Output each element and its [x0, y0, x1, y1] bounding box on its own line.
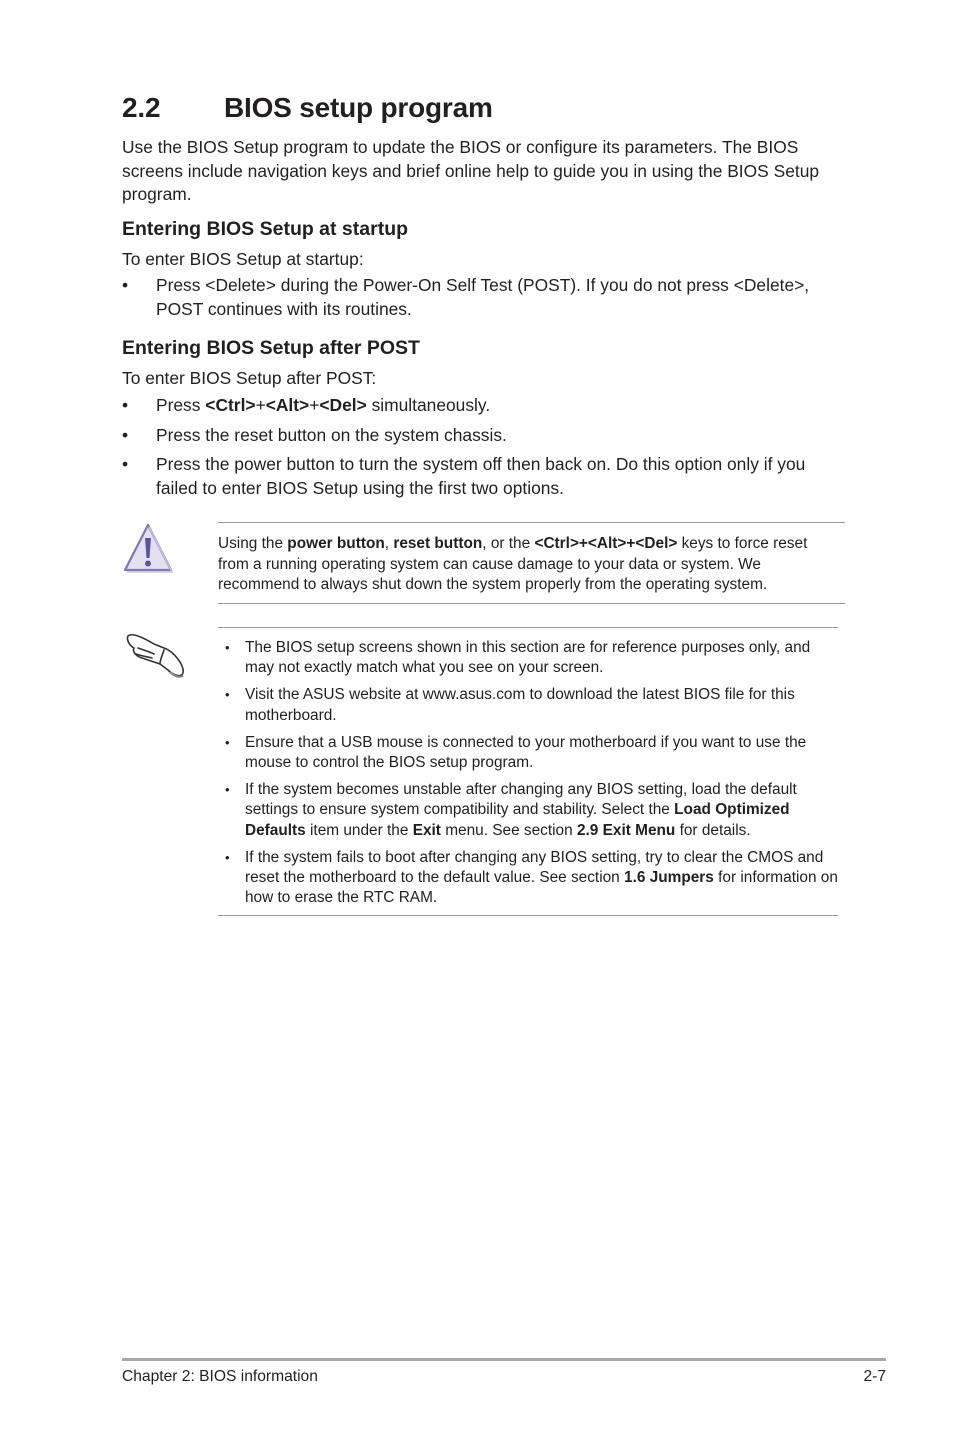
divider [218, 915, 838, 916]
text-run: 2.9 Exit Menu [576, 821, 676, 839]
list-item [218, 638, 838, 679]
list-item [122, 424, 812, 448]
post-lead: To enter BIOS Setup after POST: [122, 368, 377, 388]
text-run: menu. See section [440, 821, 577, 839]
text-run: , or the [482, 535, 535, 552]
list-item [218, 733, 838, 774]
bullet: • [225, 734, 230, 750]
post-heading: Entering BIOS Setup after POST [122, 337, 420, 359]
footer-rule [122, 1358, 886, 1361]
list-item [122, 274, 832, 321]
list-item [218, 685, 838, 726]
list-item [218, 780, 838, 841]
notes-list [218, 638, 838, 916]
startup-lead: To enter BIOS Setup at startup: [122, 249, 364, 269]
note-2: Visit the ASUS website at www.asus.com to download the latest BIOS file for this motherboard. [245, 686, 795, 724]
text-run: Exit [412, 821, 441, 839]
bullet: • [122, 454, 129, 474]
text-run: for information on how to erase the RTC RAM. [245, 869, 838, 907]
key-del: <Del> [319, 395, 367, 415]
text-run: for details. [675, 821, 751, 839]
divider [218, 627, 838, 628]
startup-heading: Entering BIOS Setup at startup [122, 218, 409, 240]
text-run: Press [156, 395, 206, 415]
note-1: The BIOS setup screens shown in this section are for reference purposes only, and may not exactly match what you see on your screen. [245, 639, 811, 677]
text-run: power button [287, 535, 385, 552]
text-run: + [309, 395, 320, 415]
text-run: item under the [305, 821, 413, 839]
bullet: • [225, 782, 230, 798]
section-heading [122, 90, 493, 126]
footer-chapter: Chapter 2: BIOS information [122, 1368, 318, 1385]
bullet: • [122, 395, 129, 415]
list-item [122, 394, 812, 418]
footer-page-number: 2-7 [863, 1368, 886, 1385]
text-run: simultaneously. [366, 395, 491, 415]
text-run: Load Optimized Defaults [245, 801, 790, 839]
post-bullet-3: Press the power button to turn the system off then back on. Do this option only if you failed to enter BIOS Setup using the first two options. [156, 454, 806, 498]
text-run: If the system fails to boot after changing any BIOS setting, try to clear the CMOS and reset the motherboard to the default value. See section [245, 848, 824, 887]
list-item [122, 453, 812, 500]
intro-paragraph: Use the BIOS Setup program to update the BIOS or configure its parameters. The BIOS screens include navigation keys and brief online help to guide you in using the BIOS Setup program. [122, 137, 820, 204]
bullet: • [225, 640, 230, 655]
startup-list [122, 274, 832, 327]
bullet: • [225, 849, 230, 865]
text-run: , [384, 535, 394, 552]
bullet: • [225, 687, 230, 703]
key-ctrl: <Ctrl> [205, 395, 256, 415]
post-list [122, 394, 812, 506]
text-run: If the system becomes unstable after changing any BIOS setting, load the default settings to ensure system compatibility and stability. Select the [245, 781, 797, 819]
divider [218, 522, 845, 523]
divider [218, 603, 845, 604]
text-run: Using the [218, 535, 288, 552]
text-run: + [255, 395, 266, 415]
warning-text [218, 534, 838, 596]
text-run: <Ctrl>+<Alt>+<Del> [534, 535, 678, 552]
text-run: 1.6 Jumpers [624, 869, 714, 887]
section-title: BIOS setup program [224, 92, 493, 123]
text-run: reset button [393, 535, 483, 552]
list-item [218, 848, 838, 909]
section-number: 2.2 [122, 92, 161, 123]
post-bullet-2: Press the reset button on the system chassis. [156, 424, 507, 445]
warning-triangle-icon [123, 522, 173, 574]
bullet: • [122, 424, 129, 445]
bullet: • [122, 275, 129, 295]
key-alt: <Alt> [265, 395, 310, 415]
note-3: Ensure that a USB mouse is connected to your motherboard if you want to use the mouse to control the BIOS setup program. [245, 733, 807, 772]
text-run: keys to force reset from a running operating system can cause damage to your data or system. We recommend to always shut down the system properly from the operating system. [218, 535, 808, 594]
startup-bullet-1: Press <Delete> during the Power-On Self Test (POST). If you do not press <Delete>, POST continues with its routines. [156, 275, 810, 319]
pointing-hand-icon [124, 628, 188, 678]
